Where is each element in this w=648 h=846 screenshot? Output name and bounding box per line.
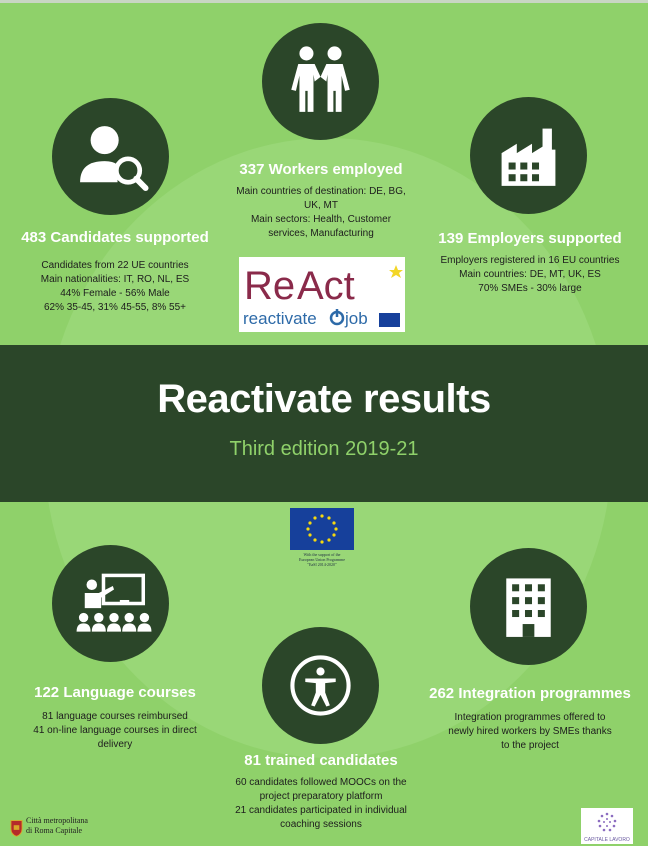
user-search-icon — [52, 98, 169, 215]
stat-line: to the project — [501, 740, 559, 751]
react-logo-graphic — [239, 257, 405, 332]
handshake-icon — [262, 23, 379, 140]
factory-icon — [470, 97, 587, 214]
stat-line: 21 candidates participated in individual — [235, 805, 407, 816]
capitale-lavoro-text: CAPITALE LAVORO — [584, 837, 630, 843]
stat-line: 70% SMEs - 30% large — [478, 283, 582, 294]
page-subtitle: Third edition 2019-21 — [229, 438, 419, 460]
stat-line: Main sectors: Health, Customer — [250, 214, 392, 225]
eu-caption-line: With the support of the — [303, 552, 341, 557]
candidates-circle — [52, 98, 169, 215]
stat-line: Candidates from 22 UE countries — [41, 260, 189, 271]
stat-line: Employers registered in 16 EU countries — [440, 255, 620, 266]
trained-circle — [262, 627, 379, 744]
eu-flag-icon — [379, 313, 400, 327]
coat-of-arms-icon — [10, 818, 23, 838]
stat-line: services, Manufacturing — [268, 228, 374, 239]
stat-trained — [215, 752, 427, 832]
stat-language — [6, 684, 224, 752]
stat-line: 81 language courses reimbursed — [42, 711, 188, 722]
react-logo — [239, 257, 405, 332]
stat-heading: 483 Candidates supported — [21, 229, 209, 246]
workers-circle — [262, 23, 379, 140]
citta-metropolitana-logo — [10, 816, 94, 840]
eu-logo — [287, 508, 357, 578]
stat-heading: 262 Integration programmes — [429, 685, 631, 702]
react-logo-act: Act — [297, 264, 355, 308]
stat-line: Main countries of destination: DE, BG, — [236, 186, 406, 197]
stat-heading: 122 Language courses — [34, 684, 196, 701]
title-banner — [0, 345, 648, 502]
capitale-lavoro-emblem-icon — [581, 808, 633, 838]
stat-line: newly hired workers by SMEs thanks — [448, 726, 612, 737]
stat-employers — [424, 230, 636, 296]
top-border — [0, 0, 648, 3]
stat-line: Main nationalities: IT, RO, NL, ES — [40, 274, 190, 285]
logo-line: Città metropolitana — [26, 816, 88, 825]
integration-circle — [470, 548, 587, 665]
react-logo-re: Re — [244, 264, 296, 308]
language-circle — [52, 545, 169, 662]
logo-line: di Roma Capitale — [26, 826, 82, 835]
stat-line: 62% 35-45, 31% 45-55, 8% 55+ — [43, 302, 187, 313]
react-logo-tagline-b: job — [345, 309, 368, 328]
citta-metropolitana-text — [26, 816, 88, 836]
office-building-icon — [470, 548, 587, 665]
stat-line: UK, MT — [304, 200, 338, 211]
stat-line: Main countries: DE, MT, UK, ES — [459, 269, 601, 280]
stat-workers — [215, 161, 427, 241]
stat-description — [6, 259, 224, 315]
stat-line: 60 candidates followed MOOCs on the — [235, 777, 407, 788]
teacher-classroom-icon — [52, 545, 169, 662]
stat-heading: 81 trained candidates — [244, 752, 398, 769]
capitale-lavoro-logo — [581, 808, 633, 844]
employers-circle — [470, 97, 587, 214]
stat-candidates — [6, 229, 224, 315]
stat-line: 44% Female - 56% Male — [60, 288, 170, 299]
stat-integration — [414, 685, 646, 753]
stat-description — [414, 711, 646, 753]
stat-line: Integration programmes offered to — [454, 712, 606, 723]
stat-description — [215, 776, 427, 832]
page-title: Reactivate results — [157, 377, 491, 421]
stat-line: coaching sessions — [280, 819, 362, 830]
eu-caption — [287, 552, 357, 567]
eu-caption-line: "EaSI 2014-2020" — [307, 562, 337, 567]
stat-description — [424, 254, 636, 296]
stat-heading: 337 Workers employed — [239, 161, 403, 178]
accessibility-icon — [262, 627, 379, 744]
stat-heading: 139 Employers supported — [438, 230, 622, 247]
stat-description — [6, 710, 224, 752]
eu-caption-line: European Union Programme — [299, 557, 345, 562]
star-icon — [389, 265, 403, 278]
stat-line: 41 on-line language courses in direct — [33, 725, 197, 736]
react-logo-tagline-a: reactivate — [243, 309, 317, 328]
stat-line: delivery — [97, 739, 133, 750]
eu-flag-icon — [290, 508, 354, 550]
stat-description — [215, 185, 427, 241]
stat-line: project preparatory platform — [259, 791, 383, 802]
